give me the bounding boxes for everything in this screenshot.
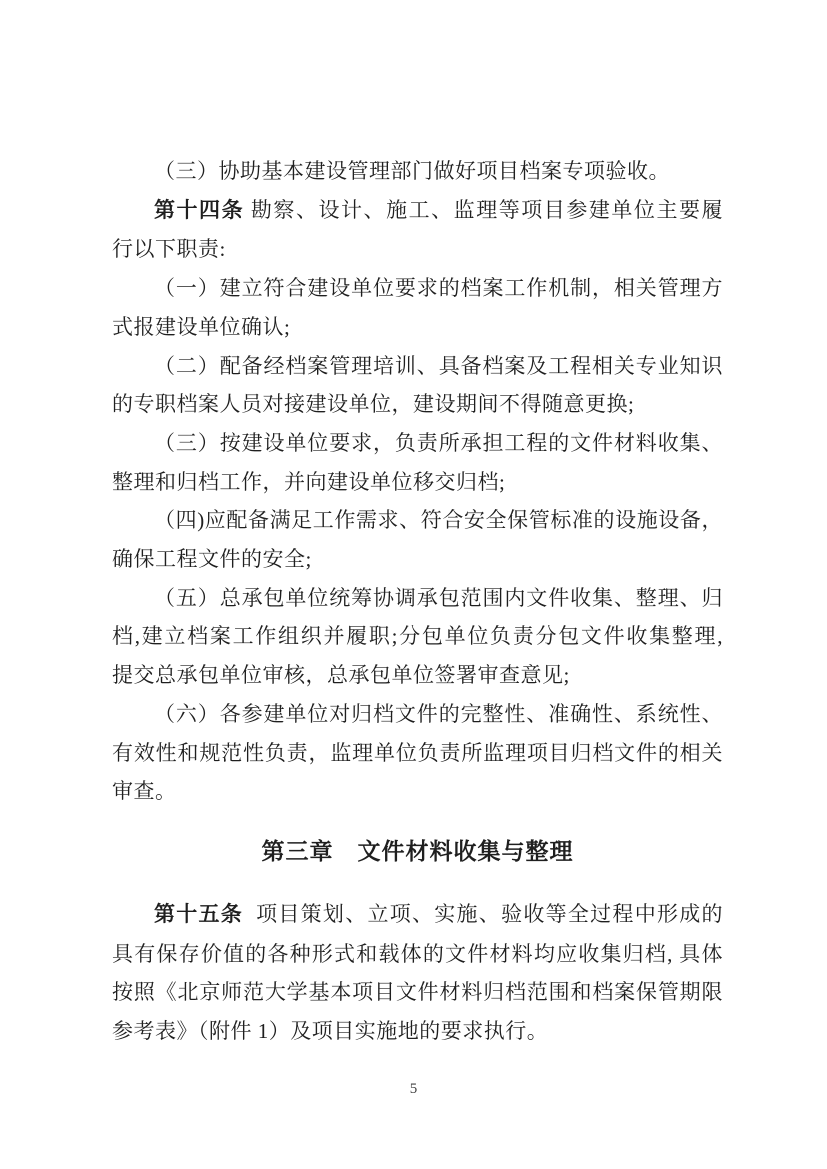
text-segment: （二）配备经档案管理培训、具备档案及工程相关专业知识 xyxy=(154,353,723,378)
text-segment: 的专职档案人员对接建设单位，建设期间不得随意更换; xyxy=(112,392,635,417)
text-line xyxy=(112,1012,723,1051)
text-line xyxy=(112,501,723,540)
text-line xyxy=(112,424,723,463)
text-segment: 参考表》（附件 1）及项目实施地的要求执行。 xyxy=(112,1019,549,1044)
page-footer xyxy=(0,1080,827,1098)
text-line xyxy=(112,540,723,579)
text-line xyxy=(112,385,723,424)
text-line xyxy=(112,191,723,231)
text-segment: 有效性和规范性负责，监理单位负责所监理项目归档文件的相关 xyxy=(112,740,723,765)
text-line xyxy=(112,895,723,935)
bold-text-segment: 第三章 文件材料收集与整理 xyxy=(261,837,574,864)
text-segment: 提交总承包单位审核，总承包单位签署审查意见; xyxy=(112,663,570,688)
text-segment: 整理和归档工作，并向建设单位移交归档; xyxy=(112,469,506,494)
text-line xyxy=(112,347,723,386)
text-line xyxy=(112,973,723,1012)
text-segment: 确保工程文件的安全; xyxy=(112,547,312,572)
text-segment: 项目策划、立项、实施、验收等全过程中形成的 xyxy=(243,901,723,926)
text-line xyxy=(112,656,723,695)
text-segment: 式报建设单位确认; xyxy=(112,314,291,339)
text-line xyxy=(112,772,723,811)
text-segment: 具有保存价值的各种形式和载体的文件材料均应收集归档, 具体 xyxy=(112,941,723,966)
chapter-heading xyxy=(112,831,723,871)
text-segment: （四)应配备满足工作需求、符合安全保管标准的设施设备， xyxy=(154,508,723,533)
text-line xyxy=(112,579,723,618)
text-line xyxy=(112,734,723,773)
text-line xyxy=(112,152,723,191)
text-segment: （三）协助基本建设管理部门做好项目档案专项验收。 xyxy=(154,159,670,183)
text-line xyxy=(112,269,723,308)
text-line xyxy=(112,695,723,734)
text-segment: （六）各参建单位对归档文件的完整性、准确性、系统性、 xyxy=(154,701,723,726)
text-segment: 审查。 xyxy=(112,779,177,804)
text-segment: （一）建立符合建设单位要求的档案工作机制，相关管理方 xyxy=(154,276,723,301)
text-line xyxy=(112,230,723,269)
text-segment: （五）总承包单位统筹协调承包范围内文件收集、整理、归 xyxy=(154,585,723,610)
text-line xyxy=(112,463,723,502)
page-number: 5 xyxy=(409,1081,418,1097)
text-segment: （三）按建设单位要求，负责所承担工程的文件材料收集、 xyxy=(154,430,723,455)
text-line xyxy=(112,308,723,347)
text-segment: 按照《北京师范大学基本项目文件材料归档范围和档案保管期限 xyxy=(112,980,723,1005)
text-line xyxy=(112,935,723,974)
text-segment: 档,建立档案工作组织并履职;分包单位负责分包文件收集整理, xyxy=(112,624,723,649)
text-segment: 行以下职责: xyxy=(112,237,226,262)
text-line xyxy=(112,617,723,656)
bold-text-segment: 第十四条 xyxy=(154,198,245,222)
bold-text-segment: 第十五条 xyxy=(154,902,244,926)
text-segment: 勘察、设计、施工、监理等项目参建单位主要履 xyxy=(244,197,724,222)
document-body xyxy=(112,152,723,1051)
